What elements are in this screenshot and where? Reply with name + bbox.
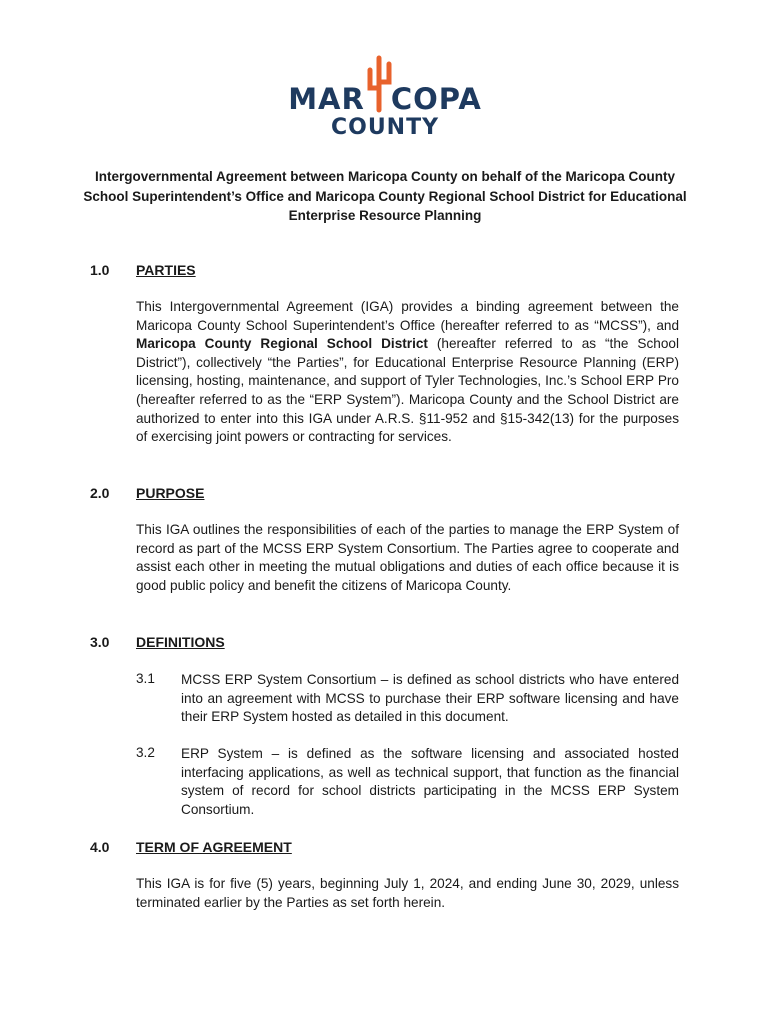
logo-wordmark-bottom: COUNTY [330, 115, 440, 140]
section-1-heading: PARTIES [136, 262, 196, 278]
section-2-number: 2.0 [90, 485, 110, 501]
logo-wordmark-top [0, 82, 770, 116]
section-1-text-a: This Intergovernmental Agreement (IGA) provides a binding agreement between the Maricopa County School Superintendent’s Office (hereafter referred to as “MCSS”), and [136, 299, 679, 333]
section-1-paragraph [136, 298, 679, 447]
definition-3-1-number: 3.1 [136, 671, 155, 686]
section-2-paragraph: This IGA outlines the responsibilities of each of the parties to manage the ERP System of record as part of the MCSS ERP System Consortium. The Parties agree to cooperate and assist each other in meeting the mutual obligations and duties of each office because it is good public policy and benefit the citizens of Maricopa County. [136, 522, 679, 593]
section-4-heading: TERM OF AGREEMENT [136, 839, 292, 855]
maricopa-county-logo [0, 52, 770, 142]
section-3-number: 3.0 [90, 634, 110, 650]
section-3-heading: DEFINITIONS [136, 634, 225, 650]
logo-text-right: COPA [390, 82, 482, 116]
logo-text-left: MAR [288, 82, 365, 116]
section-1-number: 1.0 [90, 262, 110, 278]
section-4-number: 4.0 [90, 839, 110, 855]
definition-3-2-number: 3.2 [136, 745, 155, 760]
section-1-text-b: (hereafter referred to as “the School District”), collectively “the Parties”, for Educational Enterprise Resource Planning (ERP) licensing, hosting, maintenance, and support of Tyler Technologies, Inc.’s School ERP Pro (hereafter referred to as the “ERP System”). Maricopa County and the School District are authorized to enter into this IGA under A.R.S. §11-952 and §15-342(13) for the purposes of exercising joint powers or contracting for services. [136, 336, 679, 445]
definition-3-2-text: ERP System – is defined as the software licensing and associated hosted interfacing applications, as well as technical support, that function as the financial system of record for school districts participating in the MCSS ERP System Consortium. [181, 746, 679, 817]
section-1-district-name: Maricopa County Regional School District [136, 336, 428, 352]
document-title: Intergovernmental Agreement between Maricopa County on behalf of the Maricopa County School Superintendent’s Office and Maricopa County Regional School District for Educational Enterprise Resource Planning [83, 169, 687, 223]
section-2-heading: PURPOSE [136, 485, 205, 501]
section-4-paragraph: This IGA is for five (5) years, beginning July 1, 2024, and ending June 30, 2029, unless terminated earlier by the Parties as set forth herein. [136, 876, 679, 910]
definition-3-1-text: MCSS ERP System Consortium – is defined as school districts who have entered into an agreement with MCSS to purchase their ERP software licensing and have their ERP System hosted as detailed in this document. [181, 672, 679, 725]
